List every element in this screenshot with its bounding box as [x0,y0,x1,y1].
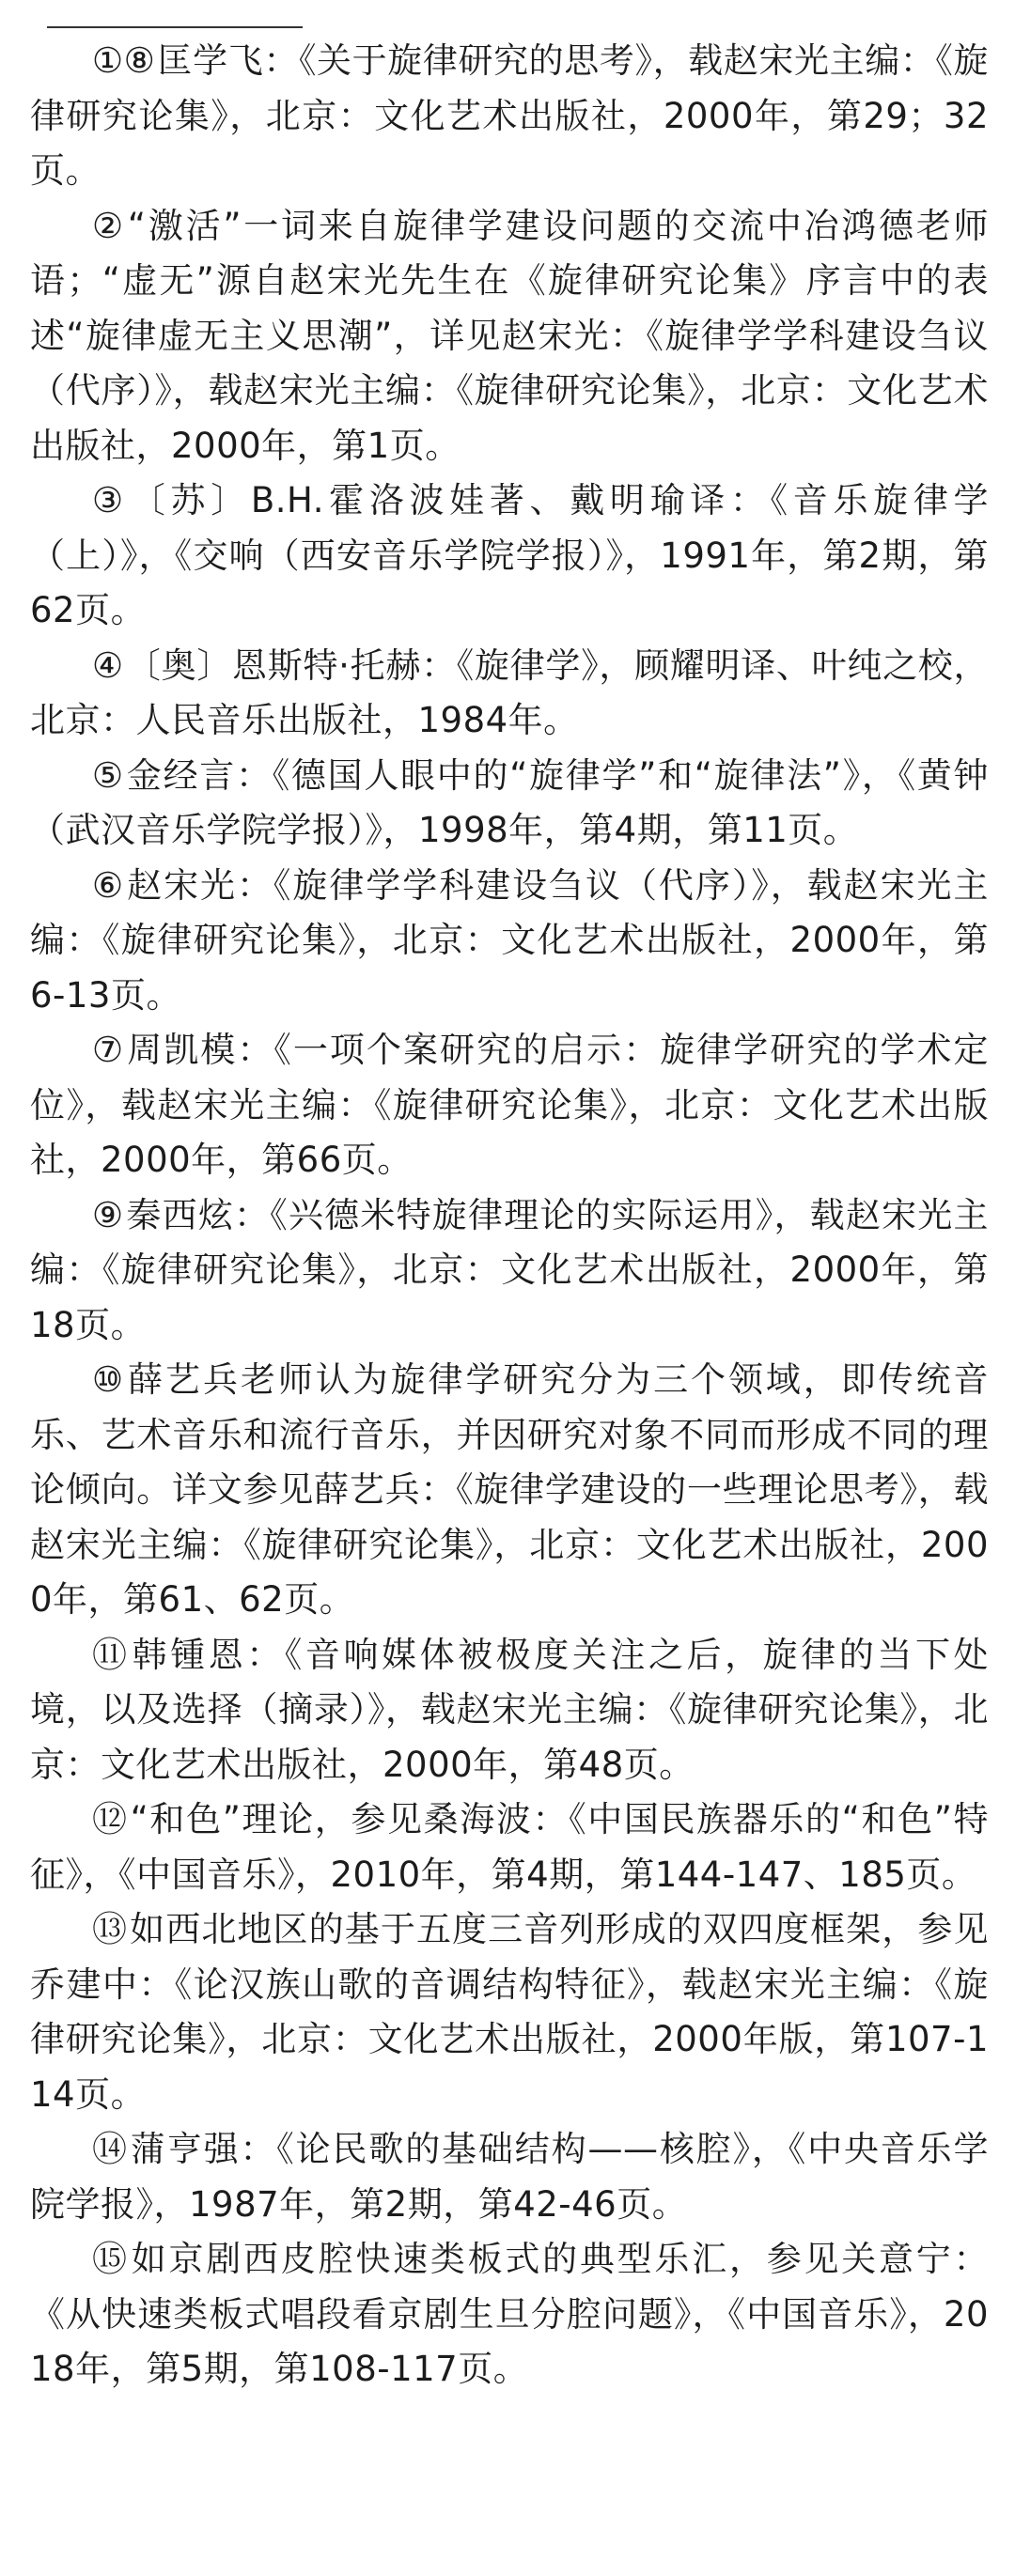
footnote-marker: ⑨ [92,1194,125,1235]
footnote-6 [30,859,989,1024]
footnote-separator-rule [47,26,303,28]
footnote-text: 如京剧西皮腔快速类板式的典型乐汇，参见关意宁：《从快速类板式唱段看京剧生旦分腔问题》，《中国音乐》，2018年，第5期，第108-117页。 [30,2239,990,2389]
footnote-text: 金经言：《德国人眼中的“旋律学”和“旋律法”》，《黄钟（武汉音乐学院学报）》，1998年，第4期，第11页。 [30,754,989,850]
footnote-list [30,34,989,2398]
footnote-14 [30,2122,989,2232]
footnote-11 [30,1628,989,1793]
footnote-marker: ①⑧ [92,40,156,81]
footnote-12 [30,1792,989,1902]
footnote-text: “激活”一词来自旋律学建设问题的交流中冶鸿德老师语；“虚无”源自赵宋光先生在《旋律研究论集》序言中的表述“旋律虚无主义思潮”，详见赵宋光：《旋律学学科建设刍议（代序）》，载赵宋光主编：《旋律研究论集》，北京：文化艺术出版社，2000年，第1页。 [30,205,989,466]
footnote-marker: ⑩ [92,1359,127,1400]
footnote-3 [30,473,989,639]
footnote-text: 匡学飞：《关于旋律研究的思考》，载赵宋光主编：《旋律研究论集》，北京：文化艺术出版社，2000年，第29；32页。 [30,40,989,191]
footnote-marker: ⑥ [92,864,126,906]
footnote-text: 赵宋光：《旋律学学科建设刍议（代序）》，载赵宋光主编：《旋律研究论集》，北京：文化艺术出版社，2000年，第6-13页。 [30,864,989,1016]
footnote-text: 〔苏〕B.H.霍洛波娃著、戴明瑜译：《音乐旋律学（上）》，《交响（西安音乐学院学报）》，1991年，第2期，第62页。 [30,480,990,630]
footnote-5 [30,749,989,859]
footnote-text: 蒲亨强：《论民歌的基础结构——核腔》，《中央音乐学院学报》，1987年，第2期，第42-46页。 [30,2129,990,2225]
footnote-text: 〔奥〕恩斯特·托赫：《旋律学》，顾耀明译、叶纯之校，北京：人民音乐出版社，1984年。 [30,644,989,740]
footnote-marker: ④ [92,644,124,686]
footnote-15 [30,2232,989,2398]
footnote-marker: ⑭ [92,2129,129,2169]
footnote-marker: ② [92,205,126,246]
footnote-1-8 [30,34,989,199]
footnote-text: “和色”理论，参见桑海波：《中国民族器乐的“和色”特征》，《中国音乐》，2010年，第4期，第144-147、185页。 [30,1799,989,1895]
footnote-4 [30,639,989,749]
footnote-marker: ⑪ [92,1634,131,1675]
footnote-9 [30,1188,989,1354]
footnote-text: 韩锺恩：《音响媒体被极度关注之后，旋律的当下处境，以及选择（摘录）》，载赵宋光主编：《旋律研究论集》，北京：文化艺术出版社，2000年，第48页。 [30,1634,990,1785]
footnote-10 [30,1353,989,1628]
footnote-text: 秦西炫：《兴德米特旋律理论的实际运用》，载赵宋光主编：《旋律研究论集》，北京：文化艺术出版社，2000年，第18页。 [30,1194,990,1345]
footnote-text: 周凯模：《一项个案研究的启示：旋律学研究的学术定位》，载赵宋光主编：《旋律研究论集》，北京：文化艺术出版社，2000年，第66页。 [30,1030,990,1180]
footnote-marker: ③ [92,480,129,520]
footnote-text: 如西北地区的基于五度三音列形成的双四度框架，参见乔建中：《论汉族山歌的音调结构特征》，载赵宋光主编：《旋律研究论集》，北京：文化艺术出版社，2000年版，第107-114页。 [30,1909,990,2115]
footnote-marker: ⑤ [92,754,125,796]
footnote-marker: ⑫ [92,1799,129,1839]
footnote-marker: ⑦ [92,1030,126,1070]
footnote-7 [30,1023,989,1188]
footnote-13 [30,1902,989,2122]
footnote-marker: ⑬ [92,1909,129,1949]
footnote-text: 薛艺兵老师认为旋律学研究分为三个领域，即传统音乐、艺术音乐和流行音乐，并因研究对象不同而形成不同的理论倾向。详文参见薛艺兵：《旋律学建设的一些理论思考》，载赵宋光主编：《旋律研究论集》，北京：文化艺术出版社，2000年，第61、62页。 [30,1359,990,1620]
footnote-marker: ⑮ [92,2239,130,2279]
footnote-2 [30,199,989,474]
